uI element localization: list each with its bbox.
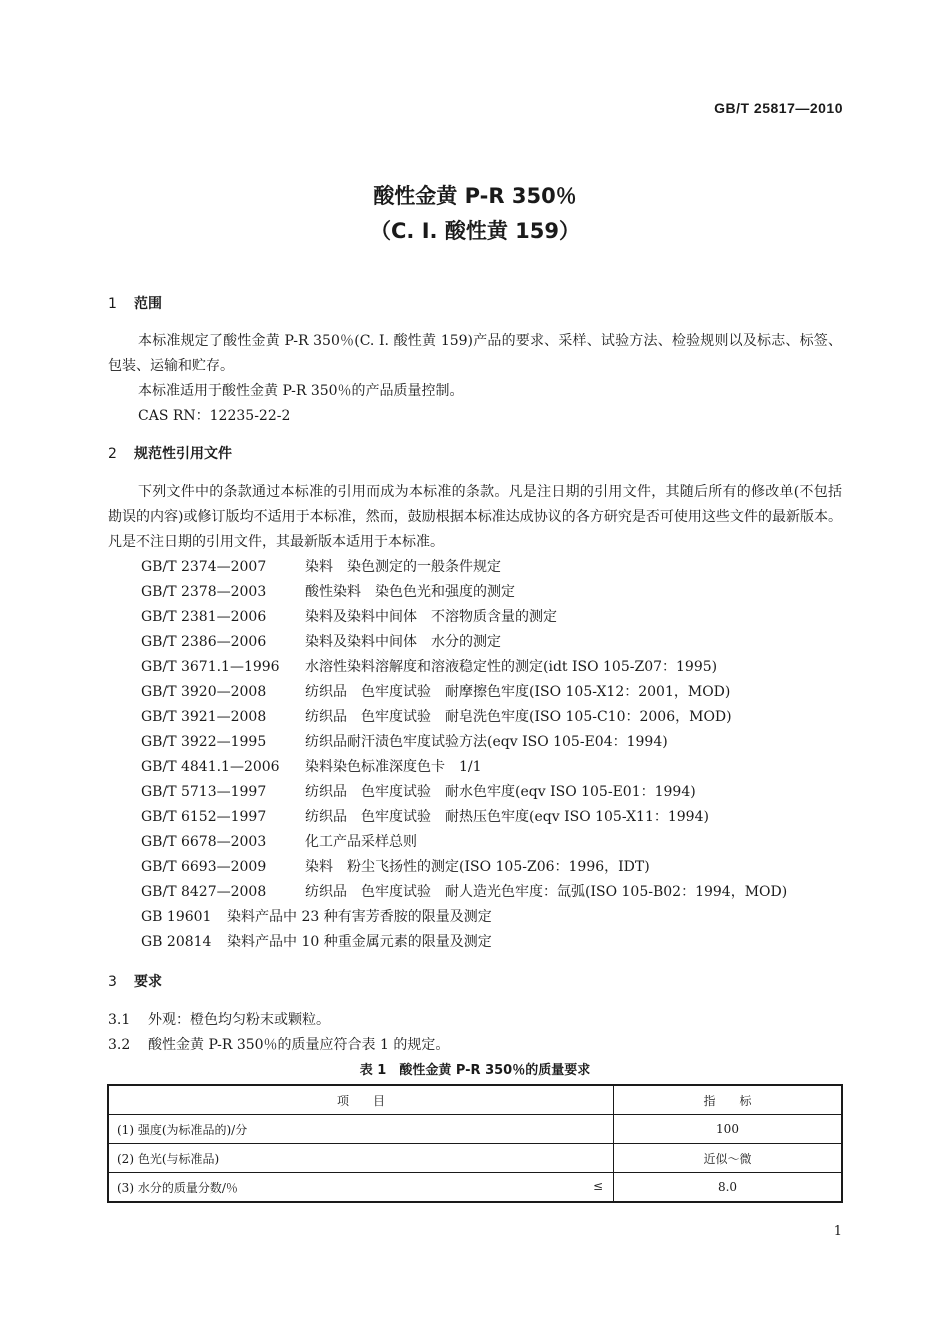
- section-title: 范围: [134, 296, 162, 312]
- reference-title: 纺织品 色牢度试验 耐人造光色牢度：氙弧(ISO 105-B02：1994，MOD): [305, 884, 788, 900]
- reference-item: [141, 757, 482, 777]
- header-index: 指 标: [614, 1085, 843, 1115]
- reference-code: GB/T 2378—2003: [141, 584, 267, 600]
- reference-item: [141, 682, 730, 702]
- reference-title: 纺织品 色牢度试验 耐水色牢度(eqv ISO 105-E01：1994): [305, 784, 696, 800]
- reference-item: [141, 807, 709, 827]
- reference-item: [141, 882, 787, 902]
- section-1-applicability: 本标准适用于酸性金黄 P-R 350％的产品质量控制。: [138, 383, 464, 399]
- reference-item: [141, 732, 668, 752]
- table-row: [108, 1115, 842, 1144]
- section-2-paragraph: 下列文件中的条款通过本标准的引用而成为本标准的条款。凡是注日期的引用文件，其随后所有的修改单(不包括勘误的内容)或修订版均不适用于本标准，然而，鼓励根据本标准达成协议的各方研究是否可使用这些文件的最新版本。凡是不注日期的引用文件，其最新版本适用于本标准。: [108, 484, 842, 550]
- reference-code: GB/T 2374—2007: [141, 559, 267, 575]
- document-subtitle: （C. I. 酸性黄 159）: [370, 219, 580, 243]
- standard-number: GB/T 25817—2010: [714, 100, 843, 116]
- page-number: 1: [833, 1224, 842, 1239]
- reference-item: [141, 607, 557, 627]
- reference-item: [141, 832, 417, 852]
- value-cell: 近似～微: [614, 1144, 843, 1173]
- item-label: (3) 水分的质量分数/％: [117, 1180, 238, 1195]
- item-label: (1) 强度(为标准品的)/分: [117, 1122, 248, 1137]
- value-cell: 8.0: [614, 1173, 843, 1203]
- reference-title: 染料产品中 23 种有害芳香胺的限量及测定: [227, 909, 492, 925]
- reference-code: GB/T 6152—1997: [141, 809, 267, 825]
- requirement-number: 3.2: [108, 1037, 131, 1053]
- reference-code: GB/T 2381—2006: [141, 609, 267, 625]
- reference-code: GB/T 3922—1995: [141, 734, 267, 750]
- requirement-item: [108, 1010, 330, 1030]
- reference-title: 染料 粉尘飞扬性的测定(ISO 105-Z06：1996，IDT): [305, 859, 650, 875]
- reference-item: [141, 657, 717, 677]
- reference-item: [141, 557, 501, 577]
- reference-code: GB/T 5713—1997: [141, 784, 267, 800]
- reference-item: [141, 857, 650, 877]
- reference-code: GB 20814: [141, 934, 212, 950]
- reference-title: 酸性染料 染色色光和强度的测定: [305, 584, 515, 600]
- reference-item: [141, 907, 492, 927]
- section-title: 要求: [134, 974, 162, 990]
- reference-code: GB 19601: [141, 909, 212, 925]
- reference-title: 染料 染色测定的一般条件规定: [305, 559, 501, 575]
- header-item: 项 目: [108, 1085, 614, 1115]
- table-row: [108, 1173, 842, 1203]
- item-cell: [108, 1115, 614, 1144]
- cas-number: CAS RN：12235-22-2: [138, 408, 291, 424]
- section-title: 规范性引用文件: [134, 446, 232, 462]
- reference-item: [141, 707, 732, 727]
- section-2-heading: [108, 444, 232, 464]
- reference-title: 染料产品中 10 种重金属元素的限量及测定: [227, 934, 492, 950]
- requirement-number: 3.1: [108, 1012, 131, 1028]
- section-1-heading: [108, 294, 162, 314]
- requirement-text: 酸性金黄 P-R 350％的质量应符合表 1 的规定。: [148, 1037, 450, 1053]
- reference-title: 染料及染料中间体 不溶物质含量的测定: [305, 609, 557, 625]
- reference-code: GB/T 4841.1—2006: [141, 759, 280, 775]
- item-cell: [108, 1173, 614, 1203]
- table-caption: 表 1 酸性金黄 P-R 350％的质量要求: [359, 1063, 591, 1078]
- section-number: 3: [108, 974, 117, 990]
- reference-code: GB/T 3920—2008: [141, 684, 267, 700]
- reference-code: GB/T 6678—2003: [141, 834, 267, 850]
- reference-code: GB/T 2386—2006: [141, 634, 267, 650]
- reference-title: 纺织品 色牢度试验 耐热压色牢度(eqv ISO 105-X11：1994): [305, 809, 709, 825]
- reference-item: [141, 782, 696, 802]
- value-cell: 100: [614, 1115, 843, 1144]
- section-1-paragraph: 本标准规定了酸性金黄 P-R 350％(C. I. 酸性黄 159)产品的要求、采样、试验方法、检验规则以及标志、标签、包装、运输和贮存。: [108, 333, 842, 374]
- document-title: 酸性金黄 P-R 350％: [373, 184, 577, 208]
- section-number: 2: [108, 446, 117, 462]
- reference-code: GB/T 3921—2008: [141, 709, 267, 725]
- reference-title: 纺织品耐汗渍色牢度试验方法(eqv ISO 105-E04：1994): [305, 734, 668, 750]
- reference-code: GB/T 8427—2008: [141, 884, 267, 900]
- reference-item: [141, 932, 492, 952]
- reference-item: [141, 582, 515, 602]
- limit-mark: ≤: [592, 1178, 603, 1193]
- quality-table: [107, 1084, 843, 1203]
- table-header-row: [108, 1085, 842, 1115]
- section-3-heading: [108, 972, 162, 992]
- reference-item: [141, 632, 501, 652]
- reference-title: 化工产品采样总则: [305, 834, 417, 850]
- reference-title: 纺织品 色牢度试验 耐摩擦色牢度(ISO 105-X12：2001，MOD): [305, 684, 731, 700]
- reference-title: 染料及染料中间体 水分的测定: [305, 634, 501, 650]
- reference-title: 纺织品 色牢度试验 耐皂洗色牢度(ISO 105-C10：2006，MOD): [305, 709, 732, 725]
- table-row: [108, 1144, 842, 1173]
- section-number: 1: [108, 296, 117, 312]
- reference-code: GB/T 3671.1—1996: [141, 659, 280, 675]
- requirement-text: 外观：橙色均匀粉末或颗粒。: [148, 1012, 330, 1028]
- item-cell: [108, 1144, 614, 1173]
- reference-code: GB/T 6693—2009: [141, 859, 267, 875]
- item-label: (2) 色光(与标准品): [117, 1151, 220, 1166]
- requirement-item: [108, 1035, 449, 1055]
- reference-title: 水溶性染料溶解度和溶液稳定性的测定(idt ISO 105-Z07：1995): [305, 659, 718, 675]
- reference-title: 染料染色标准深度色卡 1/1: [305, 759, 482, 775]
